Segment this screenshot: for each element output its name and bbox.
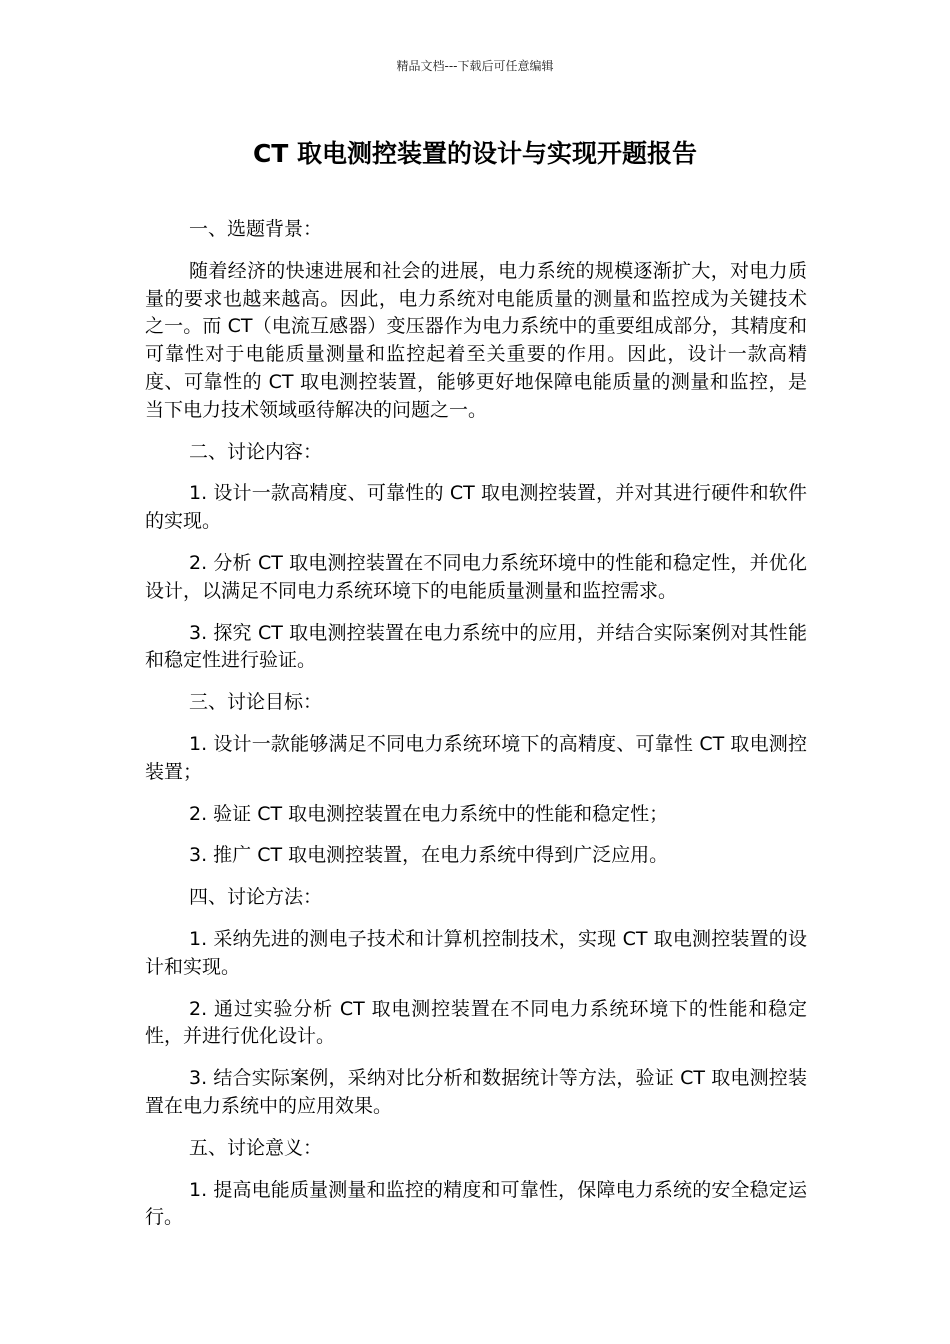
goals-item-1: 1. 设计一款能够满足不同电力系统环境下的高精度、可靠性 CT 取电测控装置； [145,732,807,783]
goals-item-2: 2. 验证 CT 取电测控装置在电力系统中的性能和稳定性； [189,802,669,825]
section-heading-methods: 四、讨论方法： [189,886,323,909]
document-title: CT 取电测控装置的设计与实现开题报告 [252,139,698,168]
methods-item-2: 2. 通过实验分析 CT 取电测控装置在不同电力系统环境下的性能和稳定性，并进行优化设计。 [145,997,807,1048]
section-heading-significance: 五、讨论意义： [189,1136,323,1159]
section-heading-content: 二、讨论内容： [189,440,323,463]
content-item-2: 2. 分析 CT 取电测控装置在不同电力系统环境中的性能和稳定性，并优化设计，以满足不同电力系统环境下的电能质量测量和监控需求。 [145,551,807,602]
background-paragraph: 随着经济的快速进展和社会的进展，电力系统的规模逐渐扩大，对电力质量的要求也越来越高。因此，电力系统对电能质量的测量和监控成为关键技术之一。而 CT（电流互感器）变压器作为电力系统中的重要组成部分，其精度和可靠性对于电能质量测量和监控起着至关重要的作用。因此，设计一款高精度、可靠性的 CT 取电测控装置，能够更好地保障电能质量的测量和监控，是当下电力技术领域亟待解决的问题之一。 [145,259,807,421]
content-item-3: 3. 探究 CT 取电测控装置在电力系统中的应用，并结合实际案例对其性能和稳定性进行验证。 [145,621,807,672]
goals-item-3: 3. 推广 CT 取电测控装置，在电力系统中得到广泛应用。 [189,844,669,867]
significance-item-1: 1. 提高电能质量测量和监控的精度和可靠性，保障电力系统的安全稳定运行。 [145,1178,807,1229]
section-heading-goals: 三、讨论目标： [189,691,323,714]
section-heading-background: 一、选题背景： [189,218,323,240]
methods-item-3: 3. 结合实际案例，采纳对比分析和数据统计等方法，验证 CT 取电测控装置在电力系统中的应用效果。 [145,1067,807,1117]
header-note: 精品文档---下载后可任意编辑 [396,59,554,73]
content-item-1: 1. 设计一款高精度、可靠性的 CT 取电测控装置，并对其进行硬件和软件的实现。 [145,482,807,533]
methods-item-1: 1. 采纳先进的测电子技术和计算机控制技术，实现 CT 取电测控装置的设计和实现。 [145,927,807,978]
document-body [145,216,807,1246]
